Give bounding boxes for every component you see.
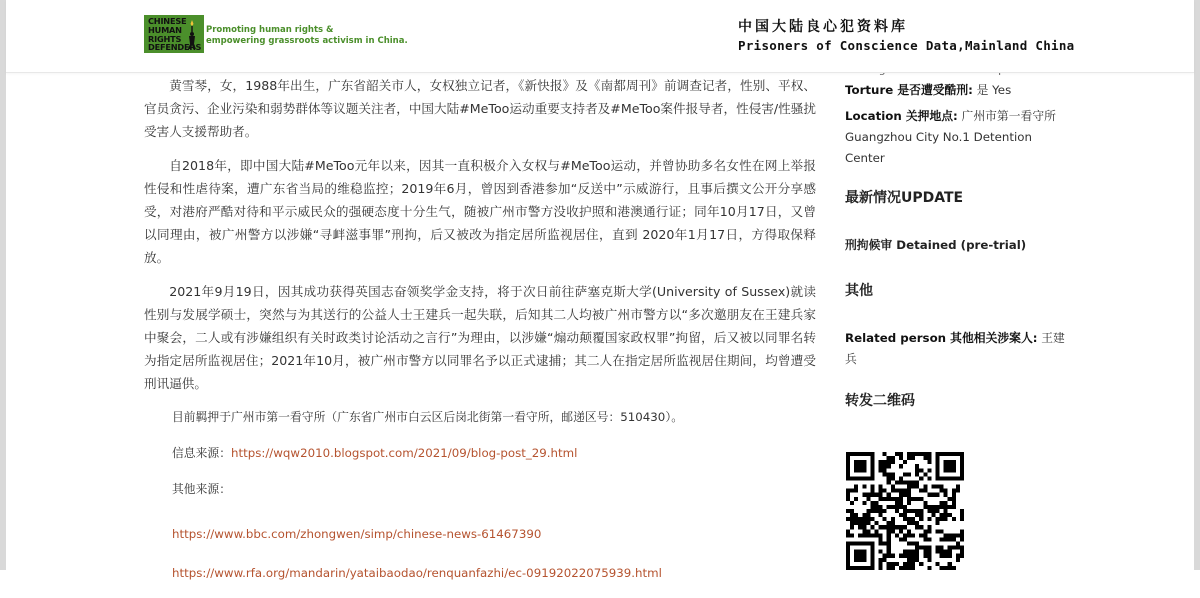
other-source-link-bbc[interactable]: https://www.bbc.com/zhongwen/simp/chinese-news-61467390 <box>172 527 542 541</box>
detention-location-text: 目前羁押于广州市第一看守所（广东省广州市白云区后岗北街第一看守所，邮递区号：510430）。 <box>172 410 684 424</box>
tagline-line: empowering grassroots activism in China. <box>206 36 408 46</box>
location-field <box>845 106 1065 169</box>
other-sources-label: 其他来源： <box>172 482 231 496</box>
right-gutter <box>1194 0 1200 570</box>
related-person-key: Related person 其他相关涉案人: <box>845 331 1038 345</box>
torture-key: Torture 是否遭受酷刑: <box>845 83 973 97</box>
related-person-value[interactable]: 王建兵 <box>845 331 1065 366</box>
location-value: 广州市第一看守所 Guangzhou City No.1 Detention Center <box>845 109 1056 165</box>
source-label: 信息来源： <box>172 446 231 460</box>
site-logo[interactable] <box>144 15 204 53</box>
source-link[interactable]: https://wqw2010.blogspot.com/2021/09/blog-post_29.html <box>231 446 578 460</box>
site-header <box>6 0 1194 73</box>
qr-heading: 转发二维码 <box>845 393 915 409</box>
left-gutter <box>0 0 6 570</box>
logo-line: RIGHTS <box>148 33 182 44</box>
article-paragraph: 2021年9月19日，因其成功获得英国志奋领奖学金支持，将于次日前往萨塞克斯大学(University of Sussex)就读性别与发展学硕士，突然与为其送行的公益人士王建兵一起失联，后知其二人均被广州市警方以“多次邀朋友在王建兵家中聚会，二人或有涉嫌组织有关时政类讨论活动之言行”为理由，以涉嫌“煽动颠覆国家政权罪”拘留，后又被以同罪名转为指定居所监视居住；2021年10月，被广州市警方以同罪名予以正式逮捕；其二人在指定居所监视居住期间，均曾遭受刑讯逼供。 <box>144 284 816 391</box>
other-heading: 其他 <box>845 283 873 299</box>
logo-line: DEFENDERS <box>148 42 202 53</box>
site-title-cn[interactable]: 中国大陆良心犯资料库 <box>738 19 908 35</box>
share-qr-code[interactable] <box>846 452 964 570</box>
source-line <box>172 442 816 465</box>
other-source-row <box>172 523 816 546</box>
site-tagline <box>206 25 408 47</box>
torture-value: 是 Yes <box>972 83 1012 97</box>
location-key: Location 关押地点: <box>845 109 958 123</box>
sidebar <box>845 60 1065 438</box>
logo-text <box>148 16 202 53</box>
article-paragraph: 黄雪琴，女，1988年出生，广东省韶关市人，女权独立记者，《新快报》及《南都周刊》前调查记者，性别、平权、官员贪污、企业污染和弱势群体等议题关注者，中国大陆#MeToo运动重要支持者及#MeToo案件报导者，性侵害/性骚扰受害人支援帮助者。 <box>144 78 816 139</box>
logo-line: HUMAN <box>148 24 182 35</box>
update-heading: 最新情况UPDATE <box>845 190 964 206</box>
logo-line: CHINESE <box>148 16 187 26</box>
article-paragraph: 自2018年，即中国大陆#MeToo元年以来，因其一直积极介入女权与#MeToo运动，并曾协助多名女性在网上举报性侵和性虐待案，遭广东省当局的维稳监控；2019年6月，曾因到香港参加“反送中”示威游行，且事后撰文公开分享感受，对港府严酷对待和平示威民众的强硬态度十分生气，随被广州市警方没收护照和港澳通行证；同年10月17日，又曾以同理由，被广州警方以涉嫌“寻衅滋事罪”刑拘，后又被改为指定居所监视居住，直到 2020年1月17日，方得取保释放。 <box>144 158 816 265</box>
related-person-field <box>845 328 1065 370</box>
torch-figure-icon <box>183 18 201 50</box>
update-status: 刑拘候审 Detained (pre-trial) <box>845 238 1027 252</box>
other-source-link-rfa[interactable]: https://www.rfa.org/mandarin/yataibaodao/renquanfazhi/ec-09192022075939.html <box>172 566 662 580</box>
tagline-line: Promoting human rights & <box>206 25 334 35</box>
torture-field <box>845 80 1065 101</box>
article-body <box>144 72 816 598</box>
site-title-en[interactable]: Prisoners of Conscience Data,Mainland China <box>738 38 1075 53</box>
other-source-row <box>172 562 816 585</box>
